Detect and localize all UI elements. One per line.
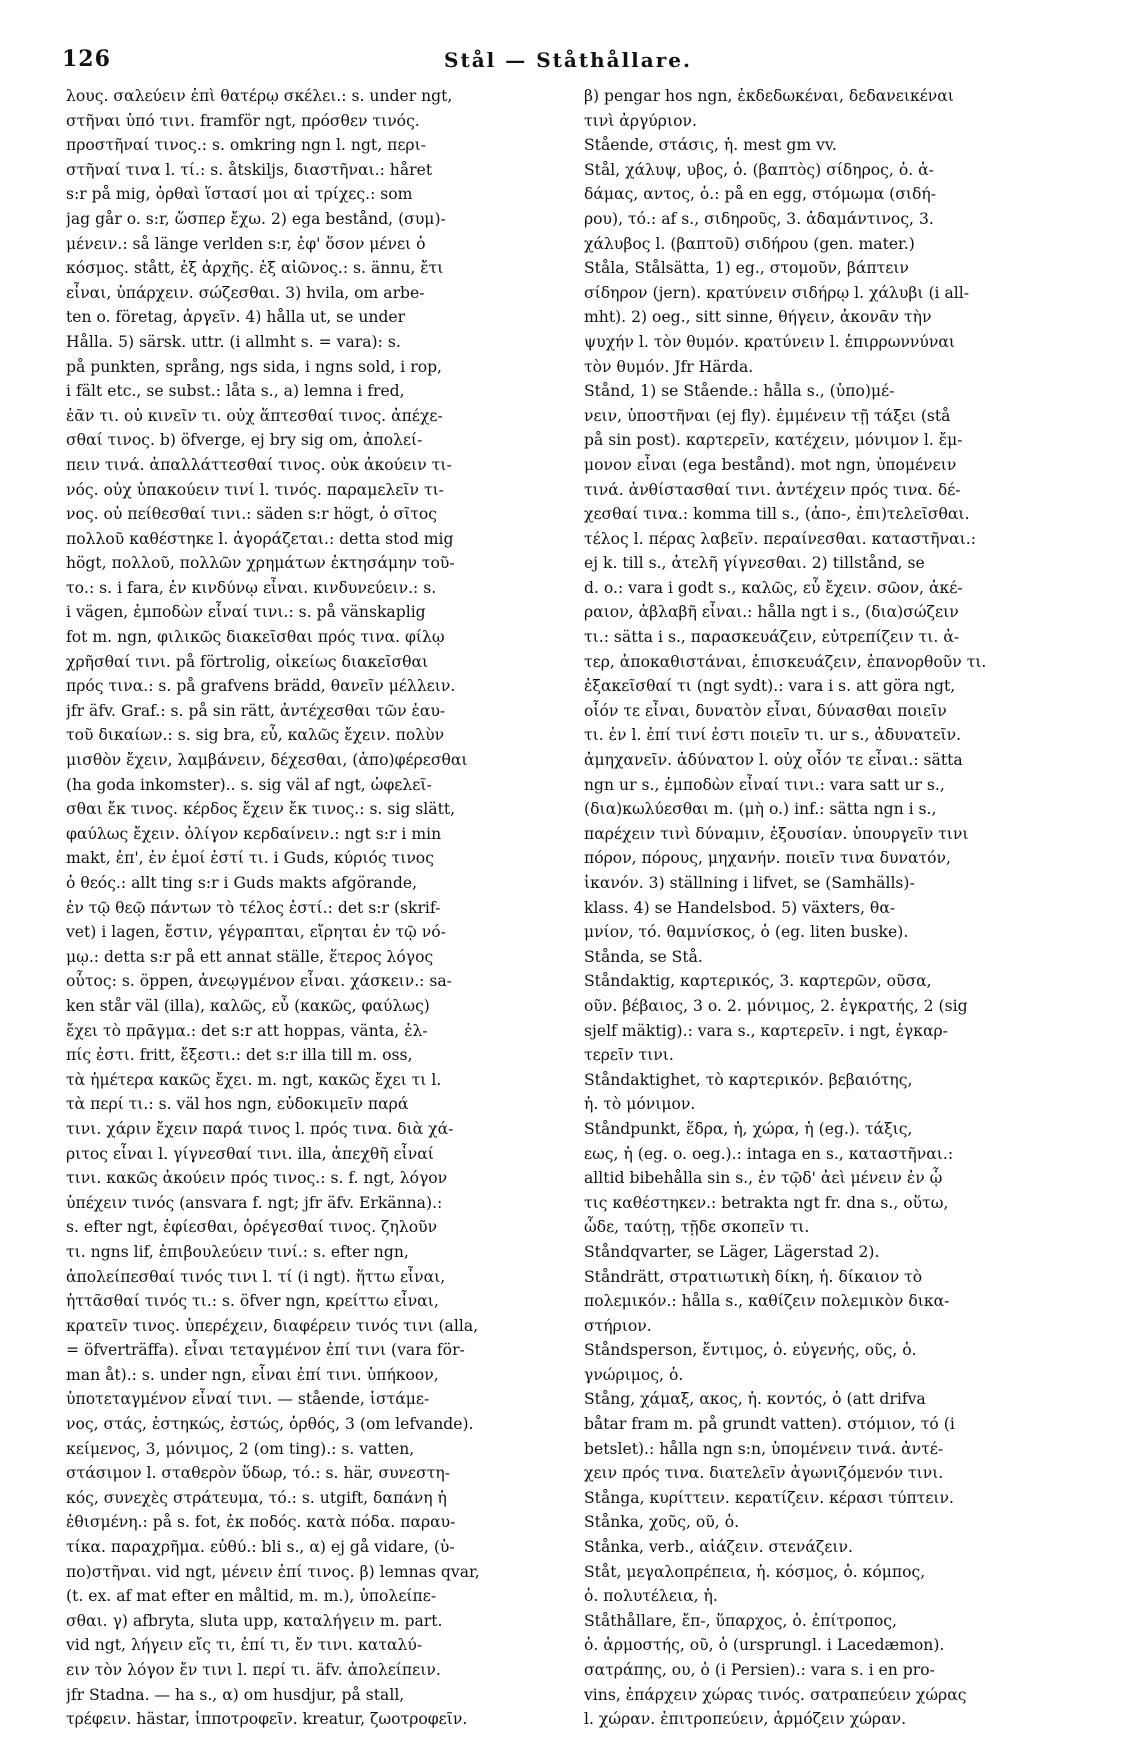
text-line: οὗτος: s. öppen, ἀνεῳγμένον εἶναι. χάσκειν.: sa- [66,972,452,991]
text-line: σθαί τινος. b) öfverge, ej bry sig om, ἀπολεί- [66,431,423,450]
page-number: 126 [62,46,111,72]
text-line: jag går o. s:r, ὥσπερ ἔχω. 2) ega bestånd, (συμ)- [66,209,446,228]
text-line: πολλοῦ καθέστηκε l. ἀγοράζεται.: detta stod mig [66,529,454,548]
text-line: σθαι ἔκ τινος. κέρδος ἔχειν ἔκ τινος.: s. sig slätt, [66,800,456,819]
text-line: Ståndqvarter, se Läger, Lägerstad 2). [584,1242,880,1261]
text-line: τὸν θυμόν. Jfr Härda. [584,357,754,376]
text-line: ἡττᾶσθαί τινός τι.: s. öfver ngn, κρείττω εἶναι, [66,1292,439,1311]
text-line: ὁ θεός.: allt ting s:r i Guds makts afgörande, [66,874,418,892]
text-line: ἐᾶν τι. οὐ κινεῖν τι. οὐχ ἅπτεσθαί τινος. ἀπέχε- [66,406,443,425]
text-line: sjelf mäktig).: vara s., καρτερεῖν. i ngt, ἐγκαρ- [584,1021,948,1040]
text-line: ἡ. τὸ μόνιμον. [584,1095,696,1114]
text-line: νος. οὐ πείθεσθαί τινι.: säden s:r högt, ὁ σῖτος [66,505,438,524]
text-line: κείμενος, 3, μόνιμος, 2 (om ting).: s. vatten, [66,1439,415,1458]
text-line: τρέφειν. hästar, ἱπποτροφεῖν. kreatur, ζωοτροφεῖν. [66,1710,468,1729]
text-line: Ståndrätt, στρατιωτικὴ δίκη, ἡ. δίκαιον τὸ [584,1267,923,1286]
text-line: i vägen, ἐμποδὼν εἶναί τινι.: s. på vänskaplig [66,603,426,622]
text-line: Ståthållare, ἔπ-, ὕπαρχος, ὁ. ἐπίτροπος, [584,1611,897,1630]
right-column [584,84,1076,1732]
text-line: = öfverträffa). εἶναι τεταγμένον ἐπί τινι (vara för- [66,1341,465,1360]
text-line: τὰ περί τι.: s. väl hos ngn, εὐδοκιμεῖν παρά [66,1095,409,1114]
text-line: κός, συνεχὲς στράτευμα, τό.: s. utgift, δαπάνη ἡ [66,1488,447,1507]
text-line: makt, ἐπ', ἐν ἐμοί ἐστί τι. i Guds, κύριός τινος [66,849,434,868]
text-line: mht). 2) oeg., sitt sinne, θήγειν, ἀκονᾶν τὴν [584,308,932,327]
text-line: ngn ur s., ἐμποδὼν εἶναί τινι.: vara satt ur s., [584,775,945,794]
text-line: alltid bibehålla sin s., ἐν τῷδ' ἀεὶ μένειν ἐν ᾧ [584,1169,943,1188]
running-head: Stål — Ståthållare. [444,48,692,72]
text-line: χρῆσθαί τινι. på förtrolig, οἰκείως διακεῖσθαι [66,652,429,671]
text-line: Stånd, 1) se Stående.: hålla s., (ὑπο)μέ- [584,382,895,401]
text-line: πολεμικόν.: hålla s., καθίζειν πολεμικὸν δικα- [584,1292,950,1311]
text-line: μῳ.: detta s:r på ett annat ställe, ἕτερος λόγος [66,947,434,966]
text-line: νός. οὐχ ὑπακούειν τινί l. τινός. παραμελεῖν τι- [66,480,444,499]
text-line: πρός τινα.: s. på grafvens brädd, θανεῖν μέλλειν. [66,677,456,696]
text-line: χειν πρός τινα. διατελεῖν ἀγωνιζόμενόν τινι. [584,1464,944,1483]
text-line: ὁ. πολυτέλεια, ἡ. [584,1587,718,1606]
text-line: ἐξακεῖσθαί τι (ngt sydt).: vara i s. att göra ngt, [584,677,956,696]
text-line: νος, στάς, ἑστηκώς, ἑστώς, ὀρθός, 3 (om lefvande). [66,1415,474,1434]
text-line: fot m. ngn, φιλικῶς διακεῖσθαι πρός τινα. φίλῳ [66,628,445,647]
text-line: μένειν.: så länge verlden s:r, ἐφ' ὅσον μένει ὁ [66,234,426,253]
text-line: Ståndaktighet, τὸ καρτερικόν. βεβαιότης, [584,1070,913,1089]
text-line: vid ngt, λήγειν εἴς τι, ἐπί τι, ἔν τινι. καταλύ- [66,1636,423,1655]
text-line: på sin post). καρτερεῖν, κατέχειν, μόνιμον l. ἔμ- [584,431,963,450]
text-line: κόσμος. stått, ἐξ ἀρχῆς. ἐξ αἰῶνος.: s. ännu, ἔτι [66,259,444,278]
text-line: ten o. företag, ἀργεῖν. 4) hålla ut, se under [66,308,406,327]
text-line: ειν τὸν λόγον ἔν τινι l. περί τι. äfv. ἀπολείπειν. [66,1661,441,1679]
text-line: μισθὸν ἔχειν, λαμβάνειν, δέχεσθαι, (ἀπο)φέρεσθαι [66,751,468,770]
text-line: μονον εἶναι (ega bestånd). mot ngn, ὑπομένειν [584,455,957,474]
text-line: betslet).: hålla ngn s:n, ὑπομένειν τινά. ἀντέ- [584,1439,944,1458]
text-line: τι.: sätta i s., παρασκευάζειν, εὐτρεπίζειν τι. ἀ- [584,628,960,647]
text-line: ken står väl (illa), καλῶς, εὖ (κακῶς, φαύλως) [66,996,430,1015]
text-line: d. o.: vara i godt s., καλῶς, εὖ ἔχειν. σῶον, ἀκέ- [584,578,963,597]
page-header [62,46,1074,80]
text-line: εἶναι, ὑπάρχειν. σώζεσθαι. 3) hvila, om arbe- [66,283,425,302]
text-line: ἱκανόν. 3) ställning i lifvet, se (Samhälls)- [584,874,915,892]
text-line: ἀμηχανεῖν. ἀδύνατον l. οὐχ οἷόν τε εἶναι.: sätta [584,751,963,770]
text-line: ρου), τό.: af s., σιδηροῦς, 3. ἀδαμάντινος, 3. [584,209,934,228]
text-line: Ståla, Stålsätta, 1) eg., στομοῦν, βάπτειν [584,259,909,278]
text-line: τι. ἐν l. ἐπί τινί ἐστι ποιεῖν τι. ur s., ἀδυνατεῖν. [584,726,962,745]
text-line: Ståndpunkt, ἕδρα, ἡ, χώρα, ἡ (eg.). τάξις, [584,1119,913,1138]
text-line: Stål, χάλυψ, υβος, ὁ. (βαπτὸς) σίδηρος, ὁ. ἀ- [584,160,934,179]
text-line: προστῆναί τινος.: s. omkring ngn l. ngt, περι- [66,136,426,155]
text-line: ἐθισμένη.: på s. fot, ἐκ ποδός. κατὰ πόδα. παραυ- [66,1513,456,1532]
text-line: högt, πολλοῦ, πολλῶν χρημάτων ἐκτησάμην τοῦ- [66,554,455,573]
text-line: på punkten, språng, ngs sida, i ngns sold, i rop, [66,357,443,376]
text-line: μνίον, τό. θαμνίσκος, ὁ (eg. liten buske). [584,923,909,942]
text-line: ριτος εἶναι l. γίγνεσθαί τινι. illa, ἀπεχθῆ εἶναί [66,1144,434,1163]
text-line: s. efter ngt, ἐφίεσθαι, ὀρέγεσθαί τινος. ζηλοῦν [66,1218,438,1237]
text-line: ὑπέχειν τινός (ansvara f. ngt; jfr äfv. Erkänna).: [66,1193,443,1212]
text-line: Stånda, se Stå. [584,947,703,966]
text-line: στῆναι ὑπό τινι. framför ngt, πρόσθεν τινός. [66,111,420,130]
text-line: τοῦ δικαίων.: s. sig bra, εὖ, καλῶς ἔχειν. πολὺν [66,726,445,745]
text-line: Ståndsperson, ἔντιμος, ὁ. εὐγενής, οῦς, ὁ. [584,1341,917,1360]
text-line: τέλος l. πέρας λαβεῖν. περαίνεσθαι. καταστῆναι.: [584,529,976,548]
text-line: τινι. κακῶς ἀκούειν πρός τινος.: s. f. ngt, λόγον [66,1169,448,1188]
text-line: πο)στῆναι. vid ngt, μένειν ἐπί τινος. β) lemnas qvar, [66,1562,480,1581]
text-line: χάλυβος l. (βαπτοῦ) σιδήρου (gen. mater.) [584,234,915,253]
text-line: båtar fram m. på grundt vatten). στόμιον, τό (i [584,1415,955,1434]
left-column [66,84,558,1732]
text-line: jfr äfv. Graf.: s. på sin rätt, ἀντέχεσθαι τῶν ἑαυ- [66,701,446,720]
text-line: τερεῖν τινι. [584,1046,674,1065]
text-line: εως, ἡ (eg. o. oeg.).: intaga en s., καταστῆναι.: [584,1144,954,1163]
text-line: klass. 4) se Handelsbod. 5) växters, θα- [584,898,896,917]
text-line: λους. σαλεύειν ἐπὶ θατέρῳ σκέλει.: s. under ngt, [66,87,453,105]
text-line: (δια)κωλύεσθαι m. (μὴ o.) inf.: sätta ngn i s., [584,800,937,819]
text-line: τινά. ἀνθίστασθαί τινι. ἀντέχειν πρός τινα. δέ- [584,480,961,499]
text-line: τις καθέστηκεν.: betrakta ngt fr. dna s., οὕτω, [584,1193,949,1212]
text-line: vet) i lagen, ἔστιν, γέγραπται, εἴρηται ἐν τῷ νό- [66,923,446,942]
text-line: ὁ. ἁρμοστής, οῦ, ὁ (ursprungl. i Lacedæmon). [584,1636,945,1655]
text-line: jfr Stadna. — ha s., α) om husdjur, på stall, [66,1685,405,1704]
text-line: τινι. χάριν ἔχειν παρά τινος l. πρός τινα. διὰ χά- [66,1119,454,1138]
text-line: i fält etc., se subst.: låta s., a) lemna i fred, [66,382,405,401]
text-line: στῆναί τινα l. τί.: s. åtskiljs, διαστῆναι.: håret [66,160,433,179]
text-line: ἔχει τὸ πρᾶγμα.: det s:r att hoppas, vänta, ἐλ- [66,1021,428,1040]
text-line: ραιον, ἀβλαβῆ εἶναι.: hålla ngt i s., (δια)σώζειν [584,603,959,622]
text-line: δάμας, αντος, ὁ.: på en egg, στόμωμα (σιδή- [584,185,937,204]
text-line: τίκα. παραχρῆμα. εὐθύ.: bli s., α) ej gå vidare, (ὑ- [66,1538,455,1557]
text-line: s:r på mig, ὀρθαὶ ἵστασί μοι αἱ τρίχες.: som [66,185,413,204]
text-line: Stånga, κυρίττειν. κερατίζειν. κέρασι τύπτειν. [584,1488,954,1507]
text-line: σατράπης, ου, ὁ (i Persien).: vara s. i en pro- [584,1661,935,1679]
text-line: Stående, στάσις, ἡ. mest gm vv. [584,136,837,155]
text-line: σίδηρον (jern). κρατύνειν σιδήρῳ l. χάλυβι (i all- [584,283,970,302]
text-line: γνώριμος, ὁ. [584,1365,684,1384]
text-line: σθαι. γ) afbryta, sluta upp, καταλήγειν m. part. [66,1611,443,1630]
text-line: ὑποτεταγμένον εἶναί τινι. — stående, ἱστάμε- [66,1390,430,1409]
text-line: Stång, χάμαξ, ακος, ἡ. κοντός, ὁ (att drifva [584,1390,926,1409]
text-line: παρέχειν τινὶ δύναμιν, ἐξουσίαν. ὑπουργεῖν τινι [584,824,969,843]
text-line: νειν, ὑποστῆναι (ej fly). ἐμμένειν τῇ τάξει (stå [584,406,951,425]
text-line: ὧδε, ταύτῃ, τῇδε σκοπεῖν τι. [584,1218,810,1237]
text-line: οἷόν τε εἶναι, δυνατὸν εἶναι, δύνασθαι ποιεῖν [584,701,947,720]
text-line: β) pengar hos ngn, ἐκδεδωκέναι, δεδανεικέναι [584,87,954,105]
text-line: οῦν. βέβαιος, 3 o. 2. μόνιμος, 2. ἐγκρατής, 2 (sig [584,996,968,1015]
text-line: Stånka, χοῦς, οῦ, ὁ. [584,1513,740,1532]
text-line: (ha goda inkomster).. s. sig väl af ngt, ὠφελεῖ- [66,775,432,794]
text-line: στήριον. [584,1316,652,1335]
text-line: τὰ ἡμέτερα κακῶς ἔχει. m. ngt, κακῶς ἔχει τι l. [66,1070,442,1089]
text-line: τερ, ἀποκαθιστάναι, ἐπισκευάζειν, ἐπανορθοῦν τι. [584,652,987,671]
text-line: πόρον, πόρους, μηχανήν. ποιεῖν τινα δυνατόν, [584,849,951,868]
text-line: ἀπολείπεσθαί τινός τινι l. τί (i ngt). ἥττω εἶναι, [66,1267,446,1286]
text-line: τι. ngns lif, ἐπιβουλεύειν τινί.: s. efter ngn, [66,1242,409,1261]
text-line: (t. ex. af mat efter en måltid, m. m.), ὑπολείπε- [66,1587,437,1606]
text-line: man åt).: s. under ngn, εἶναι ἐπί τινι. ὑπήκοον, [66,1365,439,1384]
text-line: κρατεῖν τινος. ὑπερέχειν, διαφέρειν τινός τινι (alla, [66,1316,479,1335]
text-line: Ståndaktig, καρτερικός, 3. καρτερῶν, οῦσα, [584,972,932,991]
text-line: Hålla. 5) särsk. uttr. (i allmht s. = vara): s. [66,332,401,351]
text-line: το.: s. i fara, ἐν κινδύνῳ εἶναι. κινδυνεύειν.: s. [66,578,437,597]
text-line: vins, ἐπάρχειν χώρας τινός. σατραπεύειν χώρας [584,1685,967,1704]
text-line: φαύλως ἔχειν. ὀλίγον κερδαίνειν.: ngt s:r i min [66,824,442,843]
text-line: Stånka, verb., αἰάζειν. στενάζειν. [584,1538,853,1557]
text-line: χεσθαί τινα.: komma till s., (ἀπο-, ἐπι)τελεῖσθαι. [584,505,970,524]
text-line: στάσιμον l. σταθερὸν ὕδωρ, τό.: s. här, συνεστη- [66,1464,451,1483]
text-line: l. χώραν. ἐπιτροπεύειν, ἁρμόζειν χώραν. [584,1710,907,1729]
text-line: πειν τινά. ἀπαλλάττεσθαί τινος. οὐκ ἀκούειν τι- [66,455,452,474]
text-line: ψυχήν l. τὸν θυμόν. κρατύνειν l. ἐπιρρωννύναι [584,332,955,351]
text-line: πίς ἐστι. fritt, ἔξεστι.: det s:r illa till m. oss, [66,1046,413,1065]
text-line: Ståt, μεγαλοπρέπεια, ἡ. κόσμος, ὁ. κόμπος, [584,1562,926,1581]
text-line: ἐν τῷ θεῷ πάντων τὸ τέλος ἐστί.: det s:r (skrif- [66,898,441,917]
text-line: τινὶ ἀργύριον. [584,111,697,130]
text-line: ej k. till s., ἀτελῆ γίγνεσθαι. 2) tillstånd, se [584,554,925,573]
